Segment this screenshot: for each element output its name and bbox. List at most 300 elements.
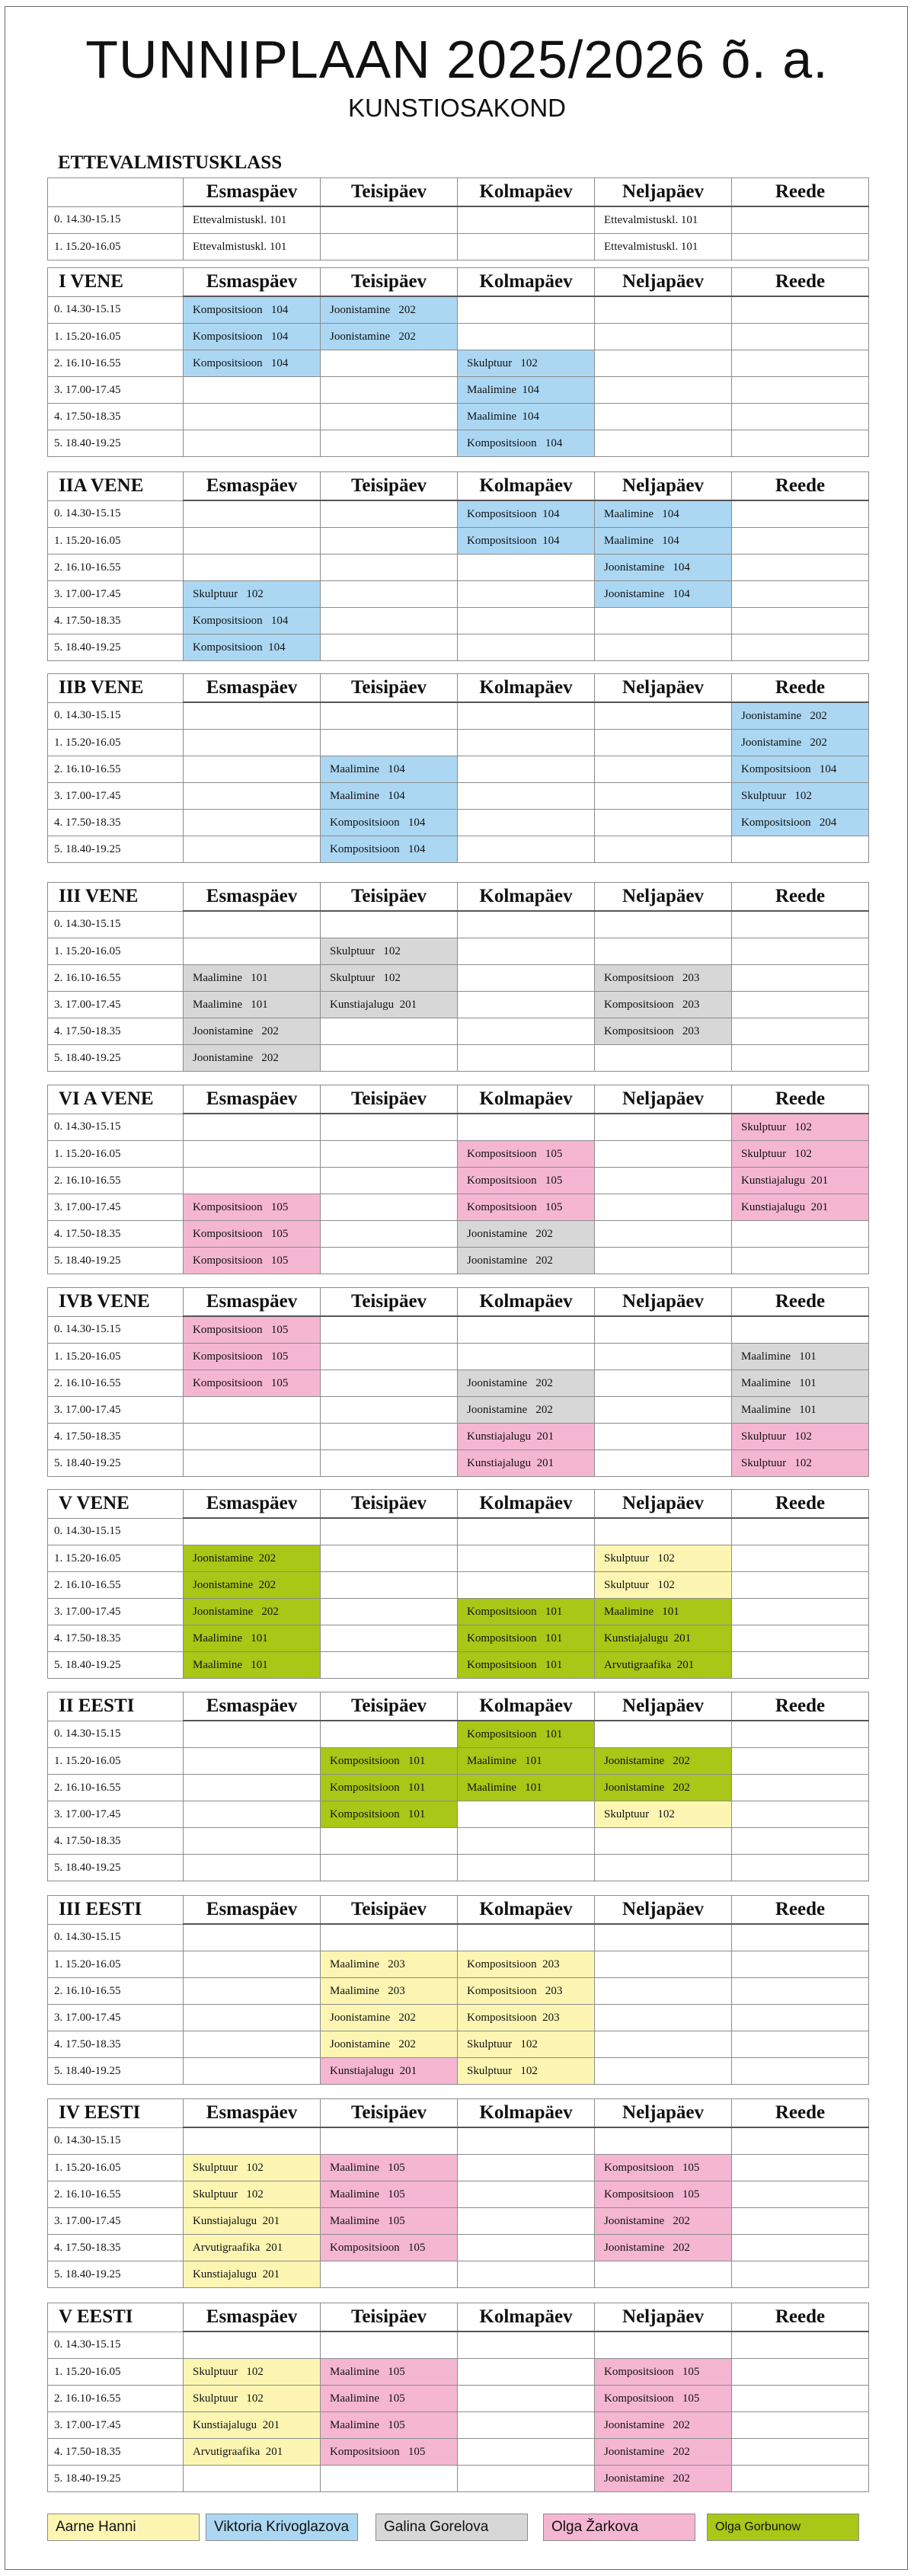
lesson-cell: Maalimine 104 xyxy=(321,756,458,783)
lesson-cell: Joonistamine 202 xyxy=(184,1599,321,1625)
lesson-cell: Maalimine 101 xyxy=(458,1775,595,1801)
day-header: Neljapäev xyxy=(595,674,732,703)
empty-cell xyxy=(595,634,732,661)
lesson-cell: Joonistamine 202 xyxy=(321,296,458,324)
lesson-cell: Kompositsioon 101 xyxy=(458,1652,595,1679)
lesson-cell: Maalimine 101 xyxy=(732,1397,869,1424)
legend-item: Olga Žarkova xyxy=(543,2514,695,2541)
empty-cell xyxy=(595,1141,732,1168)
empty-cell xyxy=(184,1424,321,1450)
lesson-time: 2. 16.10-16.55 xyxy=(48,1370,184,1397)
table-row xyxy=(48,2005,869,2031)
table-row xyxy=(48,1424,869,1450)
table-row xyxy=(48,1625,869,1652)
lesson-cell: Joonistamine 202 xyxy=(458,1397,595,1424)
empty-cell xyxy=(458,2181,595,2208)
empty-cell xyxy=(321,1924,458,1951)
lesson-cell: Kompositsioon 105 xyxy=(184,1316,321,1344)
day-header: Teisipäev xyxy=(321,883,458,912)
day-header: Teisipäev xyxy=(321,1692,458,1721)
empty-cell xyxy=(732,1652,869,1679)
empty-cell xyxy=(458,1316,595,1344)
lesson-cell: Joonistamine 202 xyxy=(595,1748,732,1775)
empty-cell xyxy=(458,634,595,661)
table-row xyxy=(48,1978,869,2005)
lesson-time: 1. 15.20-16.05 xyxy=(48,1141,184,1168)
lesson-cell: Maalimine 101 xyxy=(458,1748,595,1775)
empty-cell xyxy=(595,404,732,430)
empty-cell xyxy=(595,1397,732,1424)
empty-cell xyxy=(184,430,321,457)
empty-cell xyxy=(458,206,595,234)
empty-cell xyxy=(732,1748,869,1775)
empty-cell xyxy=(458,2412,595,2439)
lesson-time: 4. 17.50-18.35 xyxy=(48,1424,184,1450)
lesson-cell: Kompositsioon 104 xyxy=(732,756,869,783)
lesson-cell: Maalimine 101 xyxy=(184,992,321,1018)
empty-cell xyxy=(321,1625,458,1652)
lesson-cell: Skulptuur 102 xyxy=(732,1141,869,1168)
lesson-cell: Skulptuur 102 xyxy=(184,2181,321,2208)
day-header: Esmaspäev xyxy=(184,1692,321,1721)
day-header: Teisipäev xyxy=(321,178,458,207)
table-row xyxy=(48,1801,869,1828)
empty-cell xyxy=(732,2127,869,2155)
empty-cell xyxy=(184,1518,321,1545)
lesson-time: 5. 18.40-19.25 xyxy=(48,430,184,457)
day-header: Esmaspäev xyxy=(184,883,321,912)
empty-cell xyxy=(184,1775,321,1801)
lesson-cell: Kompositsioon 104 xyxy=(184,350,321,377)
lesson-cell: Joonistamine 202 xyxy=(321,324,458,350)
class-name: IIA VENE xyxy=(48,472,184,501)
timetable xyxy=(47,1489,869,1679)
table-row xyxy=(48,555,869,581)
empty-cell xyxy=(321,500,458,528)
empty-cell xyxy=(321,404,458,430)
empty-cell xyxy=(458,324,595,350)
table-row xyxy=(48,500,869,528)
lesson-cell: Kompositsioon 101 xyxy=(458,1625,595,1652)
class-name: III EESTI xyxy=(48,1896,184,1925)
table-row xyxy=(48,2127,869,2155)
empty-cell xyxy=(732,836,869,863)
lesson-cell: Joonistamine 104 xyxy=(595,581,732,608)
table-row xyxy=(48,2261,869,2288)
empty-cell xyxy=(458,1828,595,1855)
lesson-cell: Joonistamine 202 xyxy=(184,1045,321,1072)
lesson-cell: Skulptuur 102 xyxy=(321,965,458,992)
timetable xyxy=(47,177,869,260)
table-row xyxy=(48,1775,869,1801)
day-header: Kolmapäev xyxy=(458,1490,595,1519)
lesson-time: 5. 18.40-19.25 xyxy=(48,634,184,661)
day-header: Reede xyxy=(732,674,869,703)
table-row xyxy=(48,1450,869,1477)
table-row xyxy=(48,965,869,992)
empty-cell xyxy=(184,528,321,555)
day-header: Kolmapäev xyxy=(458,268,595,297)
empty-cell xyxy=(732,1775,869,1801)
empty-cell xyxy=(732,2412,869,2439)
empty-cell xyxy=(595,1951,732,1978)
empty-cell xyxy=(595,1316,732,1344)
lesson-time: 5. 18.40-19.25 xyxy=(48,1652,184,1679)
table-row xyxy=(48,730,869,756)
lesson-time: 0. 14.30-15.15 xyxy=(48,911,184,938)
day-header: Reede xyxy=(732,1490,869,1519)
class-name: VI A VENE xyxy=(48,1085,184,1114)
empty-cell xyxy=(321,2332,458,2359)
day-header: Esmaspäev xyxy=(184,268,321,297)
empty-cell xyxy=(732,2181,869,2208)
lesson-time: 1. 15.20-16.05 xyxy=(48,1545,184,1572)
lesson-cell: Maalimine 105 xyxy=(321,2181,458,2208)
table-row xyxy=(48,1221,869,1248)
lesson-time: 0. 14.30-15.15 xyxy=(48,1721,184,1748)
lesson-time: 3. 17.00-17.45 xyxy=(48,2005,184,2031)
lesson-cell: Maalimine 105 xyxy=(321,2208,458,2235)
day-header: Esmaspäev xyxy=(184,1288,321,1317)
day-header: Teisipäev xyxy=(321,1896,458,1925)
day-header: Teisipäev xyxy=(321,2099,458,2128)
empty-cell xyxy=(732,1721,869,1748)
lesson-cell: Kunstiajalugu 201 xyxy=(184,2208,321,2235)
day-header: Reede xyxy=(732,268,869,297)
lesson-cell: Kompositsioon 101 xyxy=(321,1775,458,1801)
empty-cell xyxy=(458,1045,595,1072)
lesson-cell: Kompositsioon 105 xyxy=(321,2235,458,2261)
lesson-time: 4. 17.50-18.35 xyxy=(48,1221,184,1248)
lesson-time: 3. 17.00-17.45 xyxy=(48,1801,184,1828)
empty-cell xyxy=(595,608,732,634)
table-row xyxy=(48,1141,869,1168)
table-row xyxy=(48,2466,869,2492)
lesson-time: 2. 16.10-16.55 xyxy=(48,1978,184,2005)
empty-cell xyxy=(184,1951,321,1978)
lesson-time: 3. 17.00-17.45 xyxy=(48,1599,184,1625)
empty-cell xyxy=(595,730,732,756)
table-row xyxy=(48,756,869,783)
empty-cell xyxy=(732,324,869,350)
day-header: Teisipäev xyxy=(321,1490,458,1519)
empty-cell xyxy=(732,938,869,965)
empty-cell xyxy=(184,2466,321,2492)
lesson-cell: Skulptuur 102 xyxy=(321,938,458,965)
lesson-cell: Kompositsioon 105 xyxy=(184,1344,321,1370)
lesson-time: 4. 17.50-18.35 xyxy=(48,810,184,836)
class-name: III VENE xyxy=(48,883,184,912)
empty-cell xyxy=(184,2332,321,2359)
empty-cell xyxy=(184,1397,321,1424)
table-row xyxy=(48,783,869,810)
empty-cell xyxy=(732,1518,869,1545)
lesson-time: 2. 16.10-16.55 xyxy=(48,555,184,581)
empty-cell xyxy=(595,2058,732,2085)
lesson-cell: Kunstiajalugu 201 xyxy=(458,1424,595,1450)
table-row xyxy=(48,377,869,404)
lesson-time: 0. 14.30-15.15 xyxy=(48,1518,184,1545)
empty-cell xyxy=(321,1316,458,1344)
lesson-cell: Kompositsioon 104 xyxy=(184,608,321,634)
empty-cell xyxy=(321,555,458,581)
lesson-time: 0. 14.30-15.15 xyxy=(48,2332,184,2359)
table-row xyxy=(48,1545,869,1572)
lesson-cell: Joonistamine 202 xyxy=(595,2208,732,2235)
lesson-cell: Kompositsioon 105 xyxy=(184,1194,321,1221)
lesson-time: 5. 18.40-19.25 xyxy=(48,2466,184,2492)
empty-cell xyxy=(595,1424,732,1450)
lesson-time: 1. 15.20-16.05 xyxy=(48,1951,184,1978)
table-row xyxy=(48,1370,869,1397)
lesson-time: 5. 18.40-19.25 xyxy=(48,1450,184,1477)
lesson-cell: Arvutigraafika 201 xyxy=(184,2439,321,2466)
lesson-cell: Joonistamine 202 xyxy=(595,2466,732,2492)
day-header: Kolmapäev xyxy=(458,2303,595,2332)
lesson-time: 3. 17.00-17.45 xyxy=(48,2412,184,2439)
day-header: Neljapäev xyxy=(595,1692,732,1721)
table-row xyxy=(48,350,869,377)
lesson-time: 3. 17.00-17.45 xyxy=(48,377,184,404)
empty-cell xyxy=(458,965,595,992)
day-header: Esmaspäev xyxy=(184,674,321,703)
lesson-cell: Joonistamine 202 xyxy=(184,1018,321,1045)
lesson-time: 5. 18.40-19.25 xyxy=(48,2261,184,2288)
empty-cell xyxy=(595,1924,732,1951)
lesson-time: 4. 17.50-18.35 xyxy=(48,608,184,634)
lesson-cell: Kompositsioon 105 xyxy=(458,1168,595,1194)
empty-cell xyxy=(732,528,869,555)
day-header: Neljapäev xyxy=(595,883,732,912)
timetable xyxy=(47,2098,869,2288)
empty-cell xyxy=(321,1344,458,1370)
empty-cell xyxy=(732,2005,869,2031)
empty-cell xyxy=(321,2127,458,2155)
lesson-time: 3. 17.00-17.45 xyxy=(48,783,184,810)
lesson-cell: Arvutigraafika 201 xyxy=(184,2235,321,2261)
empty-cell xyxy=(458,1924,595,1951)
empty-cell xyxy=(732,2058,869,2085)
empty-cell xyxy=(184,1721,321,1748)
timetable xyxy=(47,1287,869,1477)
lesson-cell: Maalimine 203 xyxy=(321,1951,458,1978)
lesson-cell: Joonistamine 202 xyxy=(458,1248,595,1274)
lesson-cell: Kompositsioon 105 xyxy=(595,2155,732,2181)
empty-cell xyxy=(321,2261,458,2288)
table-row xyxy=(48,296,869,324)
empty-cell xyxy=(458,836,595,863)
lesson-cell: Arvutigraafika 201 xyxy=(595,1652,732,1679)
empty-cell xyxy=(732,555,869,581)
lesson-time: 4. 17.50-18.35 xyxy=(48,1828,184,1855)
empty-cell xyxy=(732,2359,869,2386)
empty-cell xyxy=(184,783,321,810)
lesson-cell: Skulptuur 102 xyxy=(732,1450,869,1477)
empty-cell xyxy=(184,1828,321,1855)
empty-cell xyxy=(321,377,458,404)
empty-cell xyxy=(732,430,869,457)
day-header: Neljapäev xyxy=(595,472,732,501)
lesson-time: 5. 18.40-19.25 xyxy=(48,836,184,863)
empty-cell xyxy=(184,1168,321,1194)
day-header: Neljapäev xyxy=(595,2099,732,2128)
lesson-cell: Maalimine 105 xyxy=(321,2412,458,2439)
lesson-cell: Skulptuur 102 xyxy=(184,2155,321,2181)
empty-cell xyxy=(732,965,869,992)
lesson-cell: Maalimine 105 xyxy=(321,2155,458,2181)
empty-cell xyxy=(732,1248,869,1274)
table-row xyxy=(48,528,869,555)
empty-cell xyxy=(732,2031,869,2058)
page-title: TUNNIPLAAN 2025/2026 õ. a. xyxy=(85,30,829,89)
empty-cell xyxy=(595,377,732,404)
empty-cell xyxy=(321,350,458,377)
empty-cell xyxy=(184,500,321,528)
lesson-time: 2. 16.10-16.55 xyxy=(48,2181,184,2208)
lesson-cell: Kompositsioon 104 xyxy=(458,430,595,457)
lesson-time: 1. 15.20-16.05 xyxy=(48,2155,184,2181)
timetable xyxy=(47,673,869,863)
empty-cell xyxy=(732,992,869,1018)
empty-cell xyxy=(184,1141,321,1168)
lesson-time: 1. 15.20-16.05 xyxy=(48,324,184,350)
empty-cell xyxy=(321,608,458,634)
empty-cell xyxy=(732,404,869,430)
table-row xyxy=(48,2386,869,2412)
empty-cell xyxy=(321,1424,458,1450)
table-row xyxy=(48,2412,869,2439)
empty-cell xyxy=(458,1545,595,1572)
lesson-cell: Ettevalmistuskl. 101 xyxy=(595,234,732,260)
day-header: Neljapäev xyxy=(595,268,732,297)
empty-cell xyxy=(321,1045,458,1072)
empty-cell xyxy=(321,581,458,608)
day-header: Esmaspäev xyxy=(184,472,321,501)
lesson-cell: Maalimine 104 xyxy=(595,528,732,555)
empty-cell xyxy=(732,1316,869,1344)
empty-cell xyxy=(595,1828,732,1855)
empty-cell xyxy=(595,836,732,863)
empty-cell xyxy=(732,581,869,608)
lesson-cell: Skulptuur 102 xyxy=(458,2058,595,2085)
timetable xyxy=(47,471,869,661)
empty-cell xyxy=(458,234,595,260)
table-row xyxy=(48,938,869,965)
table-row xyxy=(48,1924,869,1951)
empty-cell xyxy=(321,206,458,234)
lesson-time: 0. 14.30-15.15 xyxy=(48,296,184,324)
empty-cell xyxy=(732,2332,869,2359)
lesson-cell: Skulptuur 102 xyxy=(732,783,869,810)
empty-cell xyxy=(321,1221,458,1248)
legend-item: Olga Gorbunow xyxy=(707,2514,859,2541)
lesson-cell: Skulptuur 102 xyxy=(184,2386,321,2412)
empty-cell xyxy=(321,1721,458,1748)
lesson-time: 0. 14.30-15.15 xyxy=(48,1114,184,1141)
empty-cell xyxy=(595,756,732,783)
empty-cell xyxy=(184,1801,321,1828)
table-row xyxy=(48,1248,869,1274)
empty-cell xyxy=(458,1018,595,1045)
empty-cell xyxy=(732,1801,869,1828)
empty-cell xyxy=(321,1168,458,1194)
lesson-time: 3. 17.00-17.45 xyxy=(48,581,184,608)
empty-cell xyxy=(321,1450,458,1477)
day-header: Kolmapäev xyxy=(458,2099,595,2128)
lesson-cell: Kompositsioon 203 xyxy=(458,1951,595,1978)
empty-cell xyxy=(595,1045,732,1072)
day-header: Neljapäev xyxy=(595,1085,732,1114)
class-name: IVB VENE xyxy=(48,1288,184,1317)
empty-cell xyxy=(595,350,732,377)
day-header: Reede xyxy=(732,472,869,501)
empty-cell xyxy=(595,1450,732,1477)
empty-cell xyxy=(732,377,869,404)
lesson-cell: Skulptuur 102 xyxy=(732,1114,869,1141)
empty-cell xyxy=(458,2235,595,2261)
empty-cell xyxy=(595,1248,732,1274)
lesson-cell: Kompositsioon 105 xyxy=(458,1141,595,1168)
empty-cell xyxy=(458,1572,595,1599)
lesson-cell: Skulptuur 102 xyxy=(732,1424,869,1450)
lesson-cell: Maalimine 104 xyxy=(458,404,595,430)
lesson-cell: Joonistamine 202 xyxy=(458,1221,595,1248)
lesson-cell: Skulptuur 102 xyxy=(184,581,321,608)
lesson-time: 0. 14.30-15.15 xyxy=(48,206,184,234)
class-name: I VENE xyxy=(48,268,184,297)
table-row xyxy=(48,911,869,938)
table-row xyxy=(48,608,869,634)
empty-cell xyxy=(732,1545,869,1572)
empty-cell xyxy=(458,2208,595,2235)
empty-cell xyxy=(321,1518,458,1545)
empty-cell xyxy=(184,1450,321,1477)
empty-cell xyxy=(458,1801,595,1828)
lesson-cell: Joonistamine 202 xyxy=(458,1370,595,1397)
lesson-time: 3. 17.00-17.45 xyxy=(48,1194,184,1221)
table-row xyxy=(48,324,869,350)
lesson-cell: Maalimine 104 xyxy=(321,783,458,810)
day-header: Reede xyxy=(732,1692,869,1721)
empty-cell xyxy=(184,2127,321,2155)
day-header: Kolmapäev xyxy=(458,1692,595,1721)
day-header: Reede xyxy=(732,2303,869,2332)
table-row xyxy=(48,1344,869,1370)
empty-cell xyxy=(321,730,458,756)
lesson-time: 1. 15.20-16.05 xyxy=(48,1748,184,1775)
lesson-cell: Ettevalmistuskl. 101 xyxy=(184,206,321,234)
class-name: ETTEVALMISTUSKLASS xyxy=(58,152,283,173)
lesson-cell: Maalimine 104 xyxy=(458,377,595,404)
lesson-cell: Skulptuur 102 xyxy=(458,350,595,377)
lesson-cell: Maalimine 203 xyxy=(321,1978,458,2005)
timetable xyxy=(47,1085,869,1274)
table-row xyxy=(48,634,869,661)
lesson-cell: Maalimine 101 xyxy=(184,1625,321,1652)
empty-cell xyxy=(595,1168,732,1194)
lesson-cell: Kunstiajalugu 201 xyxy=(321,992,458,1018)
empty-cell xyxy=(732,1855,869,1881)
lesson-time: 3. 17.00-17.45 xyxy=(48,1397,184,1424)
lesson-cell: Kompositsioon 105 xyxy=(595,2359,732,2386)
lesson-cell: Skulptuur 102 xyxy=(595,1572,732,1599)
table-row xyxy=(48,1168,869,1194)
lesson-time: 3. 17.00-17.45 xyxy=(48,992,184,1018)
lesson-cell: Maalimine 101 xyxy=(732,1370,869,1397)
day-header: Neljapäev xyxy=(595,1896,732,1925)
table-row xyxy=(48,2155,869,2181)
table-row xyxy=(48,2332,869,2359)
